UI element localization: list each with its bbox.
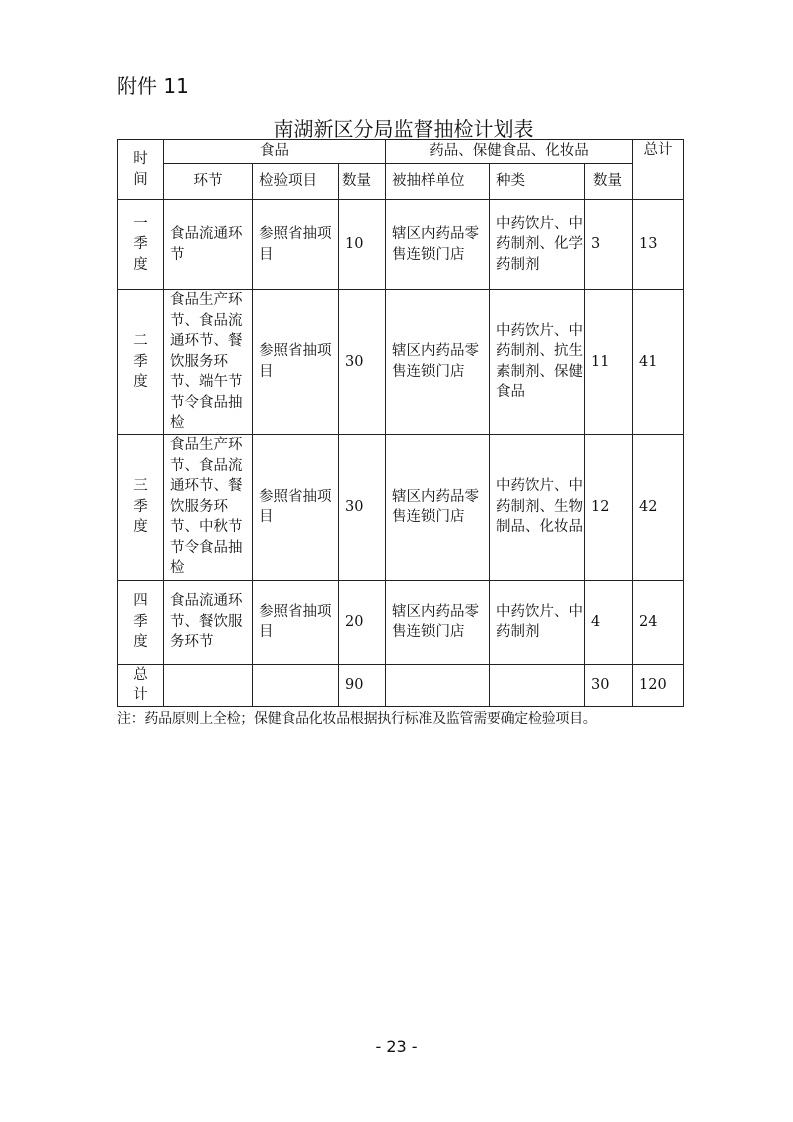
table-row: [118, 290, 684, 435]
footnote: 注：药品原则上全检；保健食品化妆品根据执行标准及监管需要确定检验项目。: [117, 711, 597, 727]
drug-kind-cell: 中药饮片、中药制剂: [490, 580, 585, 664]
food-stage-cell: 食品生产环节、食品流通环节、餐饮服务环节、中秋节节令食品抽检: [164, 434, 253, 580]
food-qty-cell: 30: [339, 290, 386, 435]
header-drug: 药品、保健食品、化妆品: [386, 140, 633, 164]
drug-qty-total: 30: [585, 664, 633, 706]
empty-cell: [490, 664, 585, 706]
table-row: [118, 200, 684, 290]
inspection-plan-table: [117, 139, 684, 707]
header-food-qty: 数量: [339, 164, 386, 200]
total-cell: 41: [633, 290, 684, 435]
header-drug-unit: 被抽样单位: [386, 164, 490, 200]
attachment-label: 附件 11: [117, 74, 189, 98]
empty-cell: [164, 664, 253, 706]
food-qty-cell: 20: [339, 580, 386, 664]
period-cell: 二季度: [118, 290, 164, 435]
food-items-cell: 参照省抽项目: [253, 580, 339, 664]
page-number: - 23 -: [375, 1037, 418, 1056]
period-cell: 三季度: [118, 434, 164, 580]
food-stage-cell: 食品流通环节、餐饮服务环节: [164, 580, 253, 664]
totals-label: 总计: [118, 664, 164, 706]
total-cell: 13: [633, 200, 684, 290]
header-food: 食品: [164, 140, 386, 164]
page-title: 南湖新区分局监督抽检计划表: [273, 117, 534, 141]
food-stage-cell: 食品生产环节、食品流通环节、餐饮服务环节、端午节节令食品抽检: [164, 290, 253, 435]
food-items-cell: 参照省抽项目: [253, 290, 339, 435]
total-cell: 24: [633, 580, 684, 664]
drug-qty-cell: 3: [585, 200, 633, 290]
grand-total: 120: [633, 664, 684, 706]
drug-qty-cell: 11: [585, 290, 633, 435]
drug-kind-cell: 中药饮片、中药制剂、生物制品、化妆品: [490, 434, 585, 580]
header-total: 总计: [633, 140, 684, 200]
header-drug-qty: 数量: [585, 164, 633, 200]
header-food-stage: 环节: [164, 164, 253, 200]
drug-qty-cell: 4: [585, 580, 633, 664]
food-items-cell: 参照省抽项目: [253, 434, 339, 580]
drug-unit-cell: 辖区内药品零售连锁门店: [386, 580, 490, 664]
drug-kind-cell: 中药饮片、中药制剂、抗生素制剂、保健食品: [490, 290, 585, 435]
period-cell: 四季度: [118, 580, 164, 664]
food-qty-cell: 30: [339, 434, 386, 580]
food-qty-total: 90: [339, 664, 386, 706]
empty-cell: [253, 664, 339, 706]
drug-unit-cell: 辖区内药品零售连锁门店: [386, 434, 490, 580]
period-cell: 一季度: [118, 200, 164, 290]
header-drug-kind: 种类: [490, 164, 585, 200]
drug-kind-cell: 中药饮片、中药制剂、化学药制剂: [490, 200, 585, 290]
total-cell: 42: [633, 434, 684, 580]
table-row: [118, 434, 684, 580]
totals-row: [118, 664, 684, 706]
header-food-items: 检验项目: [253, 164, 339, 200]
drug-unit-cell: 辖区内药品零售连锁门店: [386, 290, 490, 435]
empty-cell: [386, 664, 490, 706]
header-time: 时间: [118, 140, 164, 200]
food-stage-cell: 食品流通环节: [164, 200, 253, 290]
food-qty-cell: 10: [339, 200, 386, 290]
drug-qty-cell: 12: [585, 434, 633, 580]
table-row: [118, 580, 684, 664]
food-items-cell: 参照省抽项目: [253, 200, 339, 290]
drug-unit-cell: 辖区内药品零售连锁门店: [386, 200, 490, 290]
